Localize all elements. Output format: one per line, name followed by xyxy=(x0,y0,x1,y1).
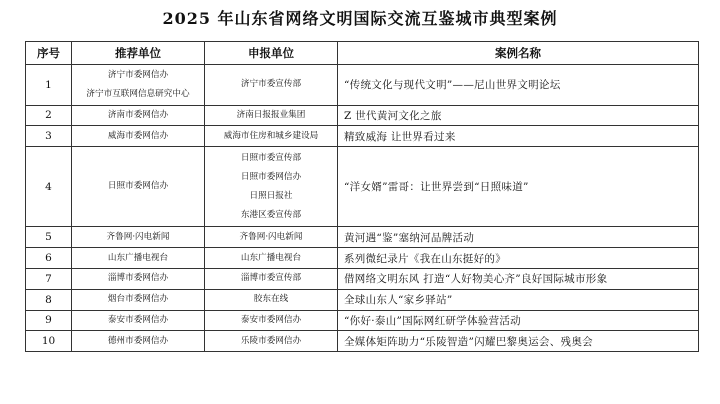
applicant-name: 淄博市委宣传部 xyxy=(240,273,302,284)
applicant-name: 日照市委网信办 xyxy=(240,171,302,182)
applicant-cell xyxy=(205,248,338,269)
applicant-cell xyxy=(205,310,338,331)
case-name: 精致威海 让世界看过来 xyxy=(338,126,699,147)
applicant-cell xyxy=(205,147,338,227)
applicant-name: 日照市委宣传部 xyxy=(240,152,302,163)
recommender-name: 烟台市委网信办 xyxy=(107,294,169,305)
recommender-cell xyxy=(72,105,205,126)
header-applicant: 申报单位 xyxy=(205,42,338,65)
recommender-name: 威海市委网信办 xyxy=(107,130,169,141)
row-number: 6 xyxy=(26,248,72,269)
table-body xyxy=(26,65,699,352)
applicant-name: 乐陵市委网信办 xyxy=(240,335,302,346)
table-row xyxy=(26,289,699,310)
applicant-cell xyxy=(205,126,338,147)
recommender-name: 济南市委网信办 xyxy=(107,109,169,120)
header-recommender: 推荐单位 xyxy=(72,42,205,65)
recommender-name: 济宁市委网信办 xyxy=(107,69,169,80)
applicant-name: 胶东在线 xyxy=(253,294,289,305)
applicant-name: 济南日报报业集团 xyxy=(236,109,306,120)
table-header-row xyxy=(26,42,699,65)
recommender-cell xyxy=(72,227,205,248)
row-number: 5 xyxy=(26,227,72,248)
recommender-name: 齐鲁网·闪电新闻 xyxy=(106,231,170,242)
recommender-name: 济宁市互联网信息研究中心 xyxy=(86,88,190,99)
applicant-name: 泰安市委网信办 xyxy=(240,314,302,325)
applicant-name: 山东广播电视台 xyxy=(240,252,302,263)
case-name: 全球山东人“家乡驿站” xyxy=(338,289,699,310)
case-name: “洋女婿”雷哥：让世界尝到“日照味道” xyxy=(338,147,699,227)
applicant-name: 日照日报社 xyxy=(249,190,293,201)
recommender-cell xyxy=(72,147,205,227)
recommender-cell xyxy=(72,248,205,269)
case-name: Z 世代黄河文化之旅 xyxy=(338,105,699,126)
applicant-name: 济宁市委宣传部 xyxy=(240,79,302,90)
header-case: 案例名称 xyxy=(338,42,699,65)
header-no: 序号 xyxy=(26,42,72,65)
row-number: 7 xyxy=(26,268,72,289)
case-name: 系列微纪录片《我在山东挺好的》 xyxy=(338,248,699,269)
row-number: 9 xyxy=(26,310,72,331)
applicant-name: 东港区委宣传部 xyxy=(240,209,302,220)
table-row xyxy=(26,310,699,331)
row-number: 3 xyxy=(26,126,72,147)
applicant-cell xyxy=(205,268,338,289)
case-name: “你好·泰山”国际网红研学体验营活动 xyxy=(338,310,699,331)
document-title: 2025 年山东省网络文明国际交流互鉴城市典型案例 xyxy=(162,9,558,28)
table-row xyxy=(26,227,699,248)
case-name: 全媒体矩阵助力“乐陵智造”闪耀巴黎奥运会、残奥会 xyxy=(338,331,699,352)
row-number: 10 xyxy=(26,331,72,352)
applicant-cell xyxy=(205,105,338,126)
recommender-cell xyxy=(72,126,205,147)
recommender-name: 山东广播电视台 xyxy=(107,252,169,263)
recommender-name: 日照市委网信办 xyxy=(107,181,169,192)
table-row xyxy=(26,126,699,147)
recommender-cell xyxy=(72,289,205,310)
row-number: 1 xyxy=(26,65,72,106)
applicant-cell xyxy=(205,65,338,106)
applicant-cell xyxy=(205,331,338,352)
table-row xyxy=(26,147,699,227)
applicant-cell xyxy=(205,227,338,248)
recommender-name: 淄博市委网信办 xyxy=(107,273,169,284)
recommender-cell xyxy=(72,331,205,352)
case-table xyxy=(25,41,699,352)
case-name: 黄河遇“鉴”塞纳河品牌活动 xyxy=(338,227,699,248)
recommender-name: 德州市委网信办 xyxy=(107,335,169,346)
table-row xyxy=(26,65,699,106)
applicant-name: 齐鲁网·闪电新闻 xyxy=(239,231,303,242)
row-number: 4 xyxy=(26,147,72,227)
table-row xyxy=(26,248,699,269)
recommender-name: 泰安市委网信办 xyxy=(107,314,169,325)
case-name: “传统文化与现代文明”——尼山世界文明论坛 xyxy=(338,65,699,106)
recommender-cell xyxy=(72,268,205,289)
case-name: 借网络文明东风 打造“人好物美心齐”良好国际城市形象 xyxy=(338,268,699,289)
table-row xyxy=(26,331,699,352)
table-row xyxy=(26,105,699,126)
table-row xyxy=(26,268,699,289)
applicant-cell xyxy=(205,289,338,310)
recommender-cell xyxy=(72,310,205,331)
row-number: 2 xyxy=(26,105,72,126)
row-number: 8 xyxy=(26,289,72,310)
recommender-cell xyxy=(72,65,205,106)
applicant-name: 威海市住房和城乡建设局 xyxy=(223,130,319,141)
